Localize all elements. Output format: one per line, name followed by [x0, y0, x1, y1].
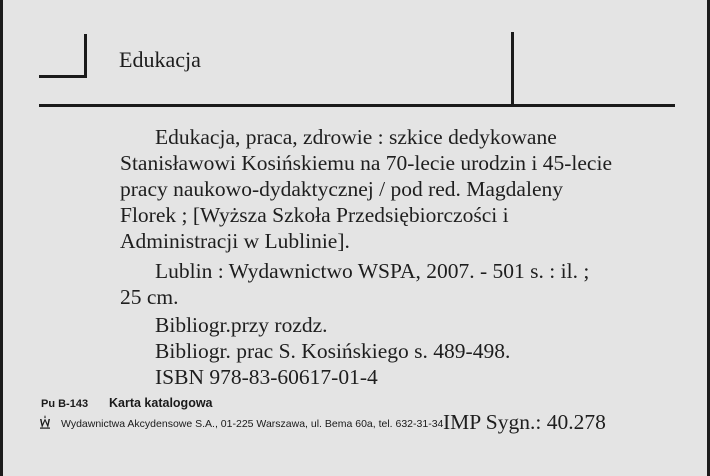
isbn-line: ISBN 978-83-60617-01-4 [155, 365, 378, 389]
imprint-line: Lublin : Wydawnictwo WSPA, 2007. - 501 s. : il. ; [155, 259, 590, 283]
call-number: IMP Sygn.: 40.278 [443, 410, 606, 434]
form-code: Pu B-143 [41, 398, 89, 410]
note-line: Bibliogr.przy rozdz. [155, 313, 328, 337]
publisher-line: Wydawnictwa Akcydensowe S.A., 01-225 Warszawa, ul. Bema 60a, tel. 632-31-34 [61, 418, 444, 430]
description-line: Edukacja, praca, zdrowie : szkice dedykowane [155, 125, 557, 149]
note-line: Bibliogr. prac S. Kosińskiego s. 489-498. [155, 339, 511, 363]
imprint-line: 25 cm. [120, 285, 179, 309]
card-heading: Edukacja [119, 47, 201, 72]
description-line: Florek ; [Wyższa Szkoła Przedsiębiorczości i [120, 203, 509, 227]
wa-logo-icon [39, 415, 51, 429]
horizontal-rule [39, 104, 675, 107]
corner-mark-horizontal [39, 75, 87, 78]
description-line: Administracji w Lublinie]. [120, 229, 350, 253]
description-line: pracy naukowo-dydaktycznej / pod red. Magdaleny [120, 177, 563, 201]
vertical-rule [511, 32, 514, 106]
corner-mark-vertical [84, 34, 87, 78]
form-type: Karta katalogowa [109, 396, 213, 410]
description-line: Stanisławowi Kosińskiemu na 70-lecie urodzin i 45-lecie [120, 151, 612, 175]
